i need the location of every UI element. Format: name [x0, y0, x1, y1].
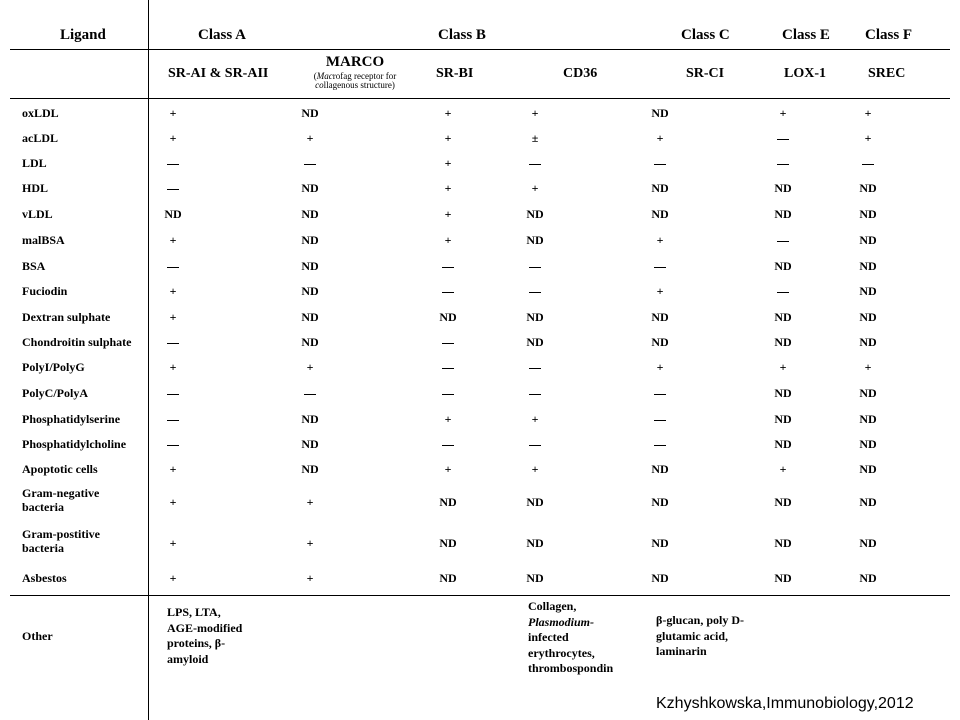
value-cell: ND [859, 233, 877, 247]
value-cell: + [169, 536, 177, 550]
ligand-name: vLDL [22, 207, 53, 221]
value-cell: ND [301, 181, 319, 195]
header-class-e: Class E [782, 27, 830, 43]
negative-dash [167, 189, 179, 190]
value-cell [428, 335, 468, 350]
value-cell: ND [774, 536, 792, 550]
ligand-name: malBSA [22, 233, 65, 247]
value-cell [153, 335, 193, 350]
value-cell: + [656, 233, 664, 247]
value-cell: ND [651, 181, 669, 195]
negative-dash [777, 241, 789, 242]
value-cell: + [169, 495, 177, 509]
value-cell [428, 360, 468, 375]
negative-dash [167, 164, 179, 165]
value-cell: ND [774, 335, 792, 349]
value-cell: ND [859, 207, 877, 221]
value-cell: ND [774, 571, 792, 585]
value-cell: + [444, 156, 452, 170]
value-cell: ND [301, 233, 319, 247]
negative-dash [442, 292, 454, 293]
value-cell: ND [774, 181, 792, 195]
value-cell: ND [526, 536, 544, 550]
value-cell: ND [651, 207, 669, 221]
value-cell: + [531, 181, 539, 195]
value-cell: ND [301, 106, 319, 120]
value-cell: ND [301, 259, 319, 273]
value-cell: ND [774, 259, 792, 273]
value-cell [153, 259, 193, 274]
negative-dash [442, 445, 454, 446]
negative-dash [654, 394, 666, 395]
other-class-c: β-glucan, poly D- glutamic acid, laminarin [656, 613, 744, 659]
value-cell: ND [439, 536, 457, 550]
vertical-divider [148, 0, 149, 720]
value-cell: ND [526, 207, 544, 221]
value-cell: + [444, 106, 452, 120]
value-cell: ND [774, 495, 792, 509]
negative-dash [167, 394, 179, 395]
value-cell [640, 437, 680, 452]
value-cell: + [169, 571, 177, 585]
header-rule [10, 49, 950, 50]
value-cell: ND [859, 462, 877, 476]
value-cell: + [656, 284, 664, 298]
negative-dash [529, 368, 541, 369]
header-class-b: Class B [438, 27, 486, 43]
value-cell [515, 360, 555, 375]
ligand-name: oxLDL [22, 106, 59, 120]
ligand-name: Gram-negative bacteria [22, 486, 100, 515]
ligand-name: HDL [22, 181, 49, 195]
value-cell: + [779, 360, 787, 374]
receptor-sr-ai-sr-aii: SR-AI & SR-AII [168, 66, 269, 81]
ligand-name: PolyI/PolyG [22, 360, 85, 374]
value-cell: ND [301, 310, 319, 324]
negative-dash [529, 164, 541, 165]
negative-dash [529, 292, 541, 293]
value-cell: + [444, 131, 452, 145]
ligand-name: BSA [22, 259, 46, 273]
value-cell: ND [859, 386, 877, 400]
value-cell [290, 386, 330, 401]
ligand-name: Dextran sulphate [22, 310, 111, 324]
value-cell: + [864, 360, 872, 374]
value-cell: ND [774, 207, 792, 221]
negative-dash [304, 394, 316, 395]
ligand-name: Apoptotic cells [22, 462, 98, 476]
negative-dash [654, 445, 666, 446]
header-ligand: Ligand [60, 27, 106, 43]
value-cell: ND [526, 233, 544, 247]
value-cell: + [306, 571, 314, 585]
value-cell: ND [859, 259, 877, 273]
negative-dash [529, 445, 541, 446]
negative-dash [777, 292, 789, 293]
value-cell: + [864, 131, 872, 145]
value-cell: ND [301, 284, 319, 298]
value-cell: ND [526, 335, 544, 349]
value-cell: ND [439, 310, 457, 324]
value-cell: + [531, 412, 539, 426]
value-cell [428, 284, 468, 299]
other-class-a: LPS, LTA, AGE-modified proteins, β- amyloid [167, 605, 243, 666]
value-cell: + [169, 310, 177, 324]
value-cell [515, 437, 555, 452]
negative-dash [654, 164, 666, 165]
value-cell: + [864, 106, 872, 120]
negative-dash [442, 343, 454, 344]
negative-dash [529, 267, 541, 268]
value-cell: ND [651, 536, 669, 550]
value-cell: + [169, 284, 177, 298]
value-cell: + [531, 462, 539, 476]
other-rule [10, 595, 950, 596]
ligand-name: Gram-postitive bacteria [22, 527, 100, 556]
negative-dash [442, 267, 454, 268]
value-cell: ND [526, 310, 544, 324]
value-cell: + [306, 495, 314, 509]
negative-dash [777, 164, 789, 165]
header-class-a: Class A [198, 27, 246, 43]
negative-dash [442, 394, 454, 395]
value-cell: + [531, 106, 539, 120]
value-cell: ND [651, 335, 669, 349]
value-cell: ND [526, 495, 544, 509]
value-cell: ND [859, 437, 877, 451]
value-cell: + [169, 462, 177, 476]
value-cell: + [444, 233, 452, 247]
ligand-name: acLDL [22, 131, 58, 145]
value-cell [763, 233, 803, 248]
value-cell [153, 156, 193, 171]
value-cell: + [444, 462, 452, 476]
value-cell: ND [164, 207, 182, 221]
receptor-sr-bi: SR-BI [436, 66, 474, 81]
value-cell: ND [859, 181, 877, 195]
ligand-name: PolyC/PolyA [22, 386, 88, 400]
ligand-name: Asbestos [22, 571, 67, 585]
value-cell: ND [859, 571, 877, 585]
value-cell: + [306, 360, 314, 374]
value-cell: + [779, 106, 787, 120]
other-label: Other [22, 629, 53, 643]
value-cell [515, 284, 555, 299]
value-cell: ND [774, 310, 792, 324]
citation: Kzhyshkowska,Immunobiology,2012 [656, 695, 914, 712]
value-cell [428, 437, 468, 452]
header-class-c: Class C [681, 27, 730, 43]
value-cell: + [656, 131, 664, 145]
value-cell: ND [651, 462, 669, 476]
value-cell [153, 412, 193, 427]
value-cell: ± [531, 131, 539, 145]
value-cell [290, 156, 330, 171]
marco-full-name: (Macrofag receptor for collagenous structure) [313, 71, 397, 90]
value-cell: + [444, 207, 452, 221]
subheader-rule [10, 98, 950, 99]
ligand-name: Fuciodin [22, 284, 68, 298]
value-cell: ND [301, 207, 319, 221]
value-cell [515, 259, 555, 274]
value-cell: + [169, 233, 177, 247]
negative-dash [167, 420, 179, 421]
value-cell [763, 131, 803, 146]
value-cell [640, 156, 680, 171]
value-cell [428, 259, 468, 274]
value-cell: + [306, 536, 314, 550]
value-cell: ND [859, 412, 877, 426]
value-cell: ND [651, 106, 669, 120]
value-cell: ND [651, 571, 669, 585]
value-cell: ND [859, 495, 877, 509]
negative-dash [304, 164, 316, 165]
value-cell [640, 386, 680, 401]
value-cell: + [169, 106, 177, 120]
negative-dash [167, 267, 179, 268]
value-cell [428, 386, 468, 401]
value-cell: ND [301, 412, 319, 426]
other-class-b: Collagen, Plasmodium- infected erythrocytes, thrombospondin [528, 599, 614, 676]
receptor-sr-ci: SR-CI [686, 66, 725, 81]
value-cell [763, 284, 803, 299]
ligand-name: Phosphatidylcholine [22, 437, 127, 451]
value-cell [515, 156, 555, 171]
value-cell: ND [651, 495, 669, 509]
negative-dash [862, 164, 874, 165]
ligand-name: Phosphatidylserine [22, 412, 121, 426]
receptor-cd36: CD36 [563, 66, 598, 81]
value-cell: ND [651, 310, 669, 324]
value-cell [640, 259, 680, 274]
value-cell [153, 386, 193, 401]
value-cell: + [169, 360, 177, 374]
ligand-name: Chondroitin sulphate [22, 335, 132, 349]
value-cell [515, 386, 555, 401]
value-cell: ND [439, 571, 457, 585]
value-cell [153, 437, 193, 452]
value-cell: ND [774, 412, 792, 426]
value-cell: ND [439, 495, 457, 509]
negative-dash [654, 267, 666, 268]
value-cell: + [779, 462, 787, 476]
value-cell: ND [859, 310, 877, 324]
negative-dash [167, 445, 179, 446]
receptor-marco [290, 55, 420, 90]
negative-dash [442, 368, 454, 369]
value-cell: ND [301, 335, 319, 349]
value-cell: ND [774, 437, 792, 451]
value-cell: ND [301, 462, 319, 476]
ligand-name: LDL [22, 156, 47, 170]
value-cell: ND [859, 284, 877, 298]
value-cell [848, 156, 888, 171]
receptor-lox-1: LOX-1 [784, 66, 826, 81]
negative-dash [654, 420, 666, 421]
value-cell [763, 156, 803, 171]
value-cell: + [444, 181, 452, 195]
value-cell: ND [774, 386, 792, 400]
value-cell [640, 412, 680, 427]
receptor-srec: SREC [868, 66, 906, 81]
value-cell: + [306, 131, 314, 145]
value-cell: ND [859, 335, 877, 349]
negative-dash [529, 394, 541, 395]
negative-dash [167, 343, 179, 344]
value-cell: ND [859, 536, 877, 550]
value-cell [153, 181, 193, 196]
negative-dash [777, 139, 789, 140]
value-cell: ND [301, 437, 319, 451]
value-cell: + [169, 131, 177, 145]
value-cell: ND [526, 571, 544, 585]
header-class-f: Class F [865, 27, 913, 43]
value-cell: + [656, 360, 664, 374]
value-cell: + [444, 412, 452, 426]
marco-name: MARCO [325, 54, 385, 70]
